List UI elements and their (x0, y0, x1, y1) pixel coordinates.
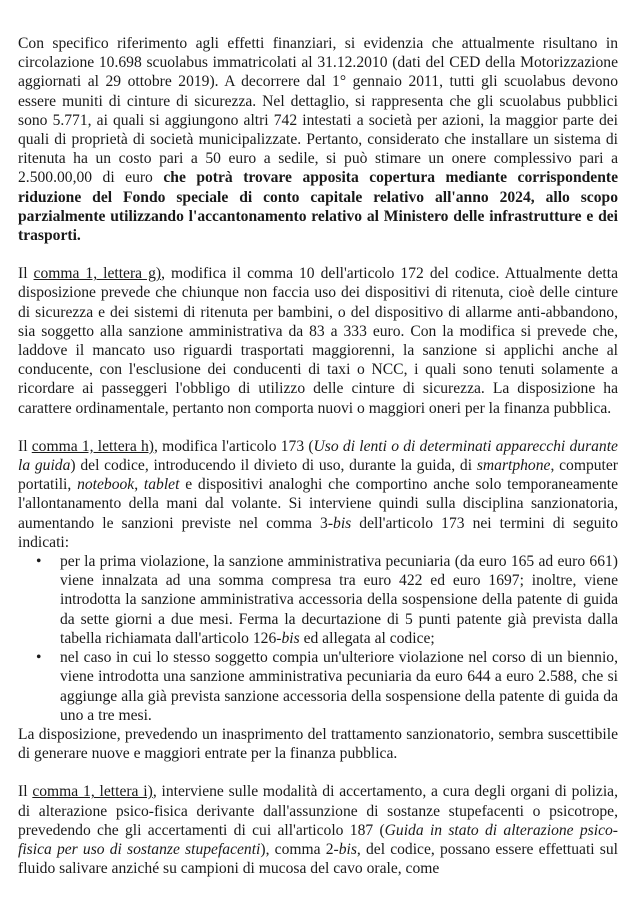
bullet-icon: • (36, 649, 42, 667)
list-item: • nel caso in cui lo stesso soggetto compia un'ulteriore violazione nel corso di un biennio, viene introdotta una sanzione amministrativa pecuniaria da euro 644 a euro 2.588, che si aggiunge alla già prevista sanzione accessoria della sospensione della patente di guida da uno a tre mesi. (36, 649, 618, 724)
reference-comma-1-lettera-h: comma 1, lettera h) (31, 437, 154, 455)
paragraph-disposizione: La disposizione, prevedendo un inasprimento del trattamento sanzionatorio, sembra suscettibile di generare nuove e maggiori entrate per la finanza pubblica. (18, 725, 618, 763)
paragraph-effetti-finanziari (18, 34, 618, 245)
paragraph-bold-text: che potrà trovare apposita copertura mediante corrispondente riduzione del Fondo speciale di conto capitale relativo all'anno 2024, allo scopo parzialmente utilizzando l'accantonamento relativo al Ministero delle infrastrutture e dei trasporti. (18, 169, 619, 245)
paragraph-text: , modifica il comma 10 dell'articolo 172 del codice. Attualmente detta disposizione prevede che chiunque non faccia uso dei dispositivi di ritenuta, cioè delle cinture di sicurezza e dei sistemi di ritenuta per bambini, o del dispositivo di allarme anti-abbandono, sia soggetto alla sanzione amministrativa da 83 a 333 euro. Con la modifica si prevede che, laddove il mancato uso riguardi trasportati maggiorenni, la sanzione si applichi anche al conducente, con l'esclusione dei conducenti di taxi o NCC, i quali sono tenuti solamente a ricordare ai passeggeri l'obbligo di utilizzo delle cinture di sicurezza. La disposizione ha carattere ordinamentale, pertanto non comporta nuovi o maggiori oneri per la finanza pubblica. (18, 265, 618, 417)
paragraph-text: Con specifico riferimento agli effetti finanziari, si evidenzia che attualmente risultano in circolazione 10.698 scuolabus immatricolati al 31.12.2010 (dati del CED della Motorizzazione aggiornati al 29 ottobre 2019). A decorrere dal 1° gennaio 2011, tutti gli scuolabus devono essere muniti di cinture di sicurezza. Nel dettaglio, si rappresenta che gli scuolabus pubblici sono 5.771, ai quali si aggiungono altri 742 intestati a società per azioni, la maggior parte dei quali di proprietà di società municipalizzate. Pertanto, considerato che installare un sistema di ritenuta ha un costo pari a 50 euro a sedile, si può stimare un onere complessivo pari a 2.500.00,00 di euro (18, 35, 618, 187)
bullet-icon: • (36, 553, 42, 571)
paragraph-lettera-h: Il comma 1, lettera h), modifica l'articolo 173 (Uso di lenti o di determinati apparecchi durante la guida) del codice, introducendo il divieto di uso, durante la guida, di smartphone, computer portatili, notebook, tablet e dispositivi analoghi che comportino anche solo temporaneamente l'allontanamento della mani dal volante. Si interviene quindi sulla disciplina sanzionatoria, aumentando le sanzioni previste nel comma 3-bis dell'articolo 173 nei termini di seguito indicati: (18, 437, 619, 551)
document-page (18, 34, 618, 878)
list-item: • per la prima violazione, la sanzione amministrativa pecuniaria (da euro 165 ad euro 661) viene innalzata ad una somma compresa tra euro 422 ed euro 1697; inoltre, viene introdotta la sanzione amministrativa accessoria della sospensione della patente di guida da sette giorni a due mesi. Ferma la decurtazione di 5 punti patente già prevista dalla tabella richiamata dall'articolo 126-bis ed allegata al codice; (36, 553, 618, 647)
bullet-list-sanzioni (18, 552, 618, 725)
paragraph-lettera-g: Il comma 1, lettera g), modifica il comma 10 dell'articolo 172 del codice. Attualmente detta disposizione prevede che chiunque non faccia uso dei dispositivi di ritenuta, cioè delle cinture di sicurezza e dei sistemi di ritenuta per bambini, o del dispositivo di allarme anti-abbandono, sia soggetto alla sanzione amministrativa da 83 a 333 euro. Con la modifica si prevede che, laddove il mancato uso riguardi trasportati maggiorenni, la sanzione si applichi anche al conducente, con l'esclusione dei conducenti di taxi o NCC, i quali sono tenuti solamente a ricordare ai passeggeri l'obbligo di utilizzo delle cinture di sicurezza. La disposizione ha carattere ordinamentale, pertanto non comporta nuovi o maggiori oneri per la finanza pubblica. (18, 265, 618, 417)
reference-comma-1-lettera-i: comma 1, lettera i) (32, 783, 153, 801)
paragraph-lettera-i: Il comma 1, lettera i), interviene sulle modalità di accertamento, a cura degli organi di polizia, di alterazione psico-fisica derivante dall'assunzione di sostanze stupefacenti o psicotrope, prevedendo che gli accertamenti di cui all'articolo 187 (Guida in stato di alterazione psico-fisica per uso di sostanze stupefacenti), comma 2-bis, del codice, possano essere effettuati sul fluido salivare anziché su campioni di mucosa del cavo orale, come (18, 783, 618, 878)
reference-comma-1-lettera-g: comma 1, lettera g) (33, 265, 162, 283)
